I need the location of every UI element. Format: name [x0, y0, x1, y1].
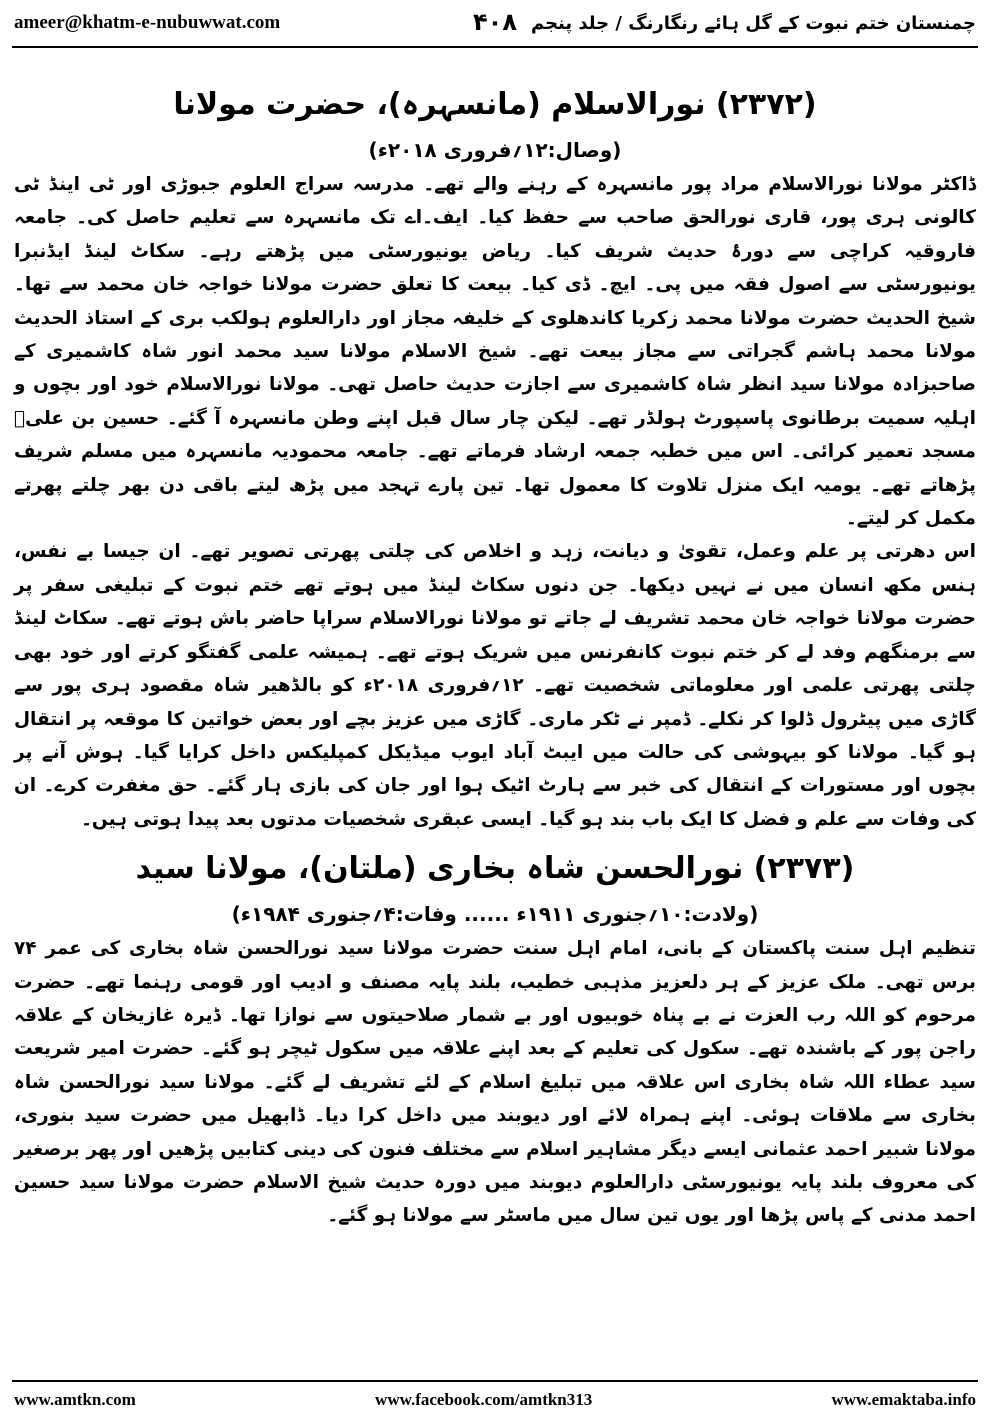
section-nur-ul-islam	[14, 76, 976, 836]
header-divider	[12, 46, 978, 48]
page-body	[14, 52, 976, 1374]
section-title: (۲۳۷۳) نورالحسن شاہ بخاری (ملتان)، مولانا سید	[135, 851, 855, 887]
section-subtitle: (ولادت:۱۰؍جنوری ۱۹۱۱ء ...... وفات:۴؍جنوری ۱۹۸۴ء)	[231, 902, 759, 927]
footer-divider	[12, 1380, 978, 1382]
book-title: چمنستان ختم نبوت کے گل ہائے رنگارنگ / جلد پنجم	[530, 12, 976, 34]
footer-link-emaktaba[interactable]: www.emaktaba.info	[831, 1390, 976, 1409]
paragraph: اس دھرتی پر علم وعمل، تقویٰ و دیانت، زہد و اخلاص کی چلتی پھرتی تصویر تھے۔ ان جیسا بے نفس، ہنس مکھ انسان میں نے نہیں دیکھا۔ جن دنوں سکاٹ لینڈ میں ہوتے تھے ختم نبوت کے تبلیغی سفر پر حضرت مولانا خواجہ خان محمد تشریف لے جاتے تو مولانا نورالاسلام سراپا حاضر باش ہوتے تھے۔ سکاٹ لینڈ سے برمنگھم وفد لے کر ختم نبوت کانفرنس میں شریک ہوتے تھے۔ ہمیشہ علمی گفتگو کرتے اور خود بھی چلتی پھرتی علمی اور معلوماتی شخصیت تھے۔ ۱۲؍فروری ۲۰۱۸ء کو بالڈھیر شاہ مقصود ہری پور سے گاڑی میں پیٹرول ڈلوا کر نکلے۔ ڈمپر نے ٹکر ماری۔ گاڑی میں عزیز بچے اور بعض خواتین کا موقعہ پر انتقال ہو گیا۔ مولانا کو بیہوشی کی حالت میں ایبٹ آباد ایوب میڈیکل کمپلیکس داخل کرایا گیا۔ ہوش آنے پر بچوں اور مستورات کے انتقال کی خبر سے ہارٹ اٹیک ہوا اور جان کی بازی ہار گئے۔ حق مغفرت کرے۔ ان کی وفات سے علم و فضل کا ایک باب بند ہو گیا۔ ایسی عبقری شخصیات مدتوں بعد پیدا ہوتی ہیں۔	[14, 541, 976, 830]
header-email: ameer@khatm-e-nubuwwat.com	[14, 12, 281, 33]
paragraph: ڈاکٹر مولانا نورالاسلام مراد پور مانسہرہ کے رہنے والے تھے۔ مدرسہ سراج العلوم جبوڑی اور ٹی اینڈ ٹی کالونی ہری پور، قاری نورالحق صاحب سے حفظ کیا۔ ایف۔اے تک مانسہرہ سے تعلیم حاصل کی۔ جامعہ فاروقیہ کراچی سے دورۂ حدیث شریف کیا۔ ریاض یونیورسٹی میں پڑھتے رہے۔ سکاٹ لینڈ ایڈنبرا یونیورسٹی سے اصول فقہ میں پی۔ ایچ۔ ڈی کیا۔ بیعت کا تعلق حضرت مولانا خواجہ خان محمد سے تھا۔ شیخ الحدیث حضرت مولانا محمد زکریا کاندھلوی کے خلیفہ مجاز اور دارالعلوم ہولکب بری کے استاذ الحدیث مولانا محمد ہاشم گجراتی سے مجاز بیعت تھے۔ شیخ الاسلام مولانا سید محمد انور شاہ کاشمیری کے صاحبزادہ مولانا سید انظر شاہ کاشمیری سے اجازت حدیث حاصل تھی۔ مولانا نورالاسلام خود اور بچوں و اہلیہ سمیت برطانوی پاسپورٹ ہولڈر تھے۔ لیکن چار سال قبل اپنے وطن مانسہرہ آ گئے۔ حسین بن علیؓ مسجد تعمیر کرائی۔ اس میں خطبہ جمعہ ارشاد فرماتے تھے۔ جامعہ محمودیہ مانسہرہ میں مسلم شریف پڑھاتے تھے۔ یومیہ ایک منزل تلاوت کا معمول تھا۔ تین پارے تہجد میں پڑھ لیتے باقی دن بھر چلتے پھرتے مکمل کر لیتے۔	[14, 174, 976, 530]
paragraph: تنظیم اہل سنت پاکستان کے بانی، امام اہل سنت حضرت مولانا سید نورالحسن شاہ بخاری کی عمر ۷۴ برس تھی۔ ملک عزیز کے ہر دلعزیز مذہبی خطیب، بلند پایہ مصنف و ادیب اور قومی رہنما تھے۔ حضرت مرحوم کو اللہ رب العزت نے بے پناہ خوبیوں اور بے شمار صلاحیتوں سے نوازا تھا۔ ڈیرہ غازیخان کے علاقہ راجن پور کے باشندہ تھے۔ سکول کی تعلیم کے بعد اپنے علاقہ میں سکول ٹیچر ہو گئے۔ حضرت امیر شریعت سید عطاء اللہ شاہ بخاری اس علاقہ میں تبلیغ اسلام کے لئے تشریف لے گئے۔ مولانا سید نورالحسن شاہ بخاری سے ملاقات ہوئی۔ اپنے ہمراہ لائے اور دیوبند میں داخل کرا دیا۔ ڈابھیل میں حضرت سید بنوری، مولانا شبیر احمد عثمانی ایسے دیگر مشاہیر اسلام سے مختلف فنون کی دینی کتابیں پڑھیں اور پھر برصغیر کی معروف بلند پایہ یونیورسٹی دارالعلوم دیوبند میں دورہ حدیث شیخ الاسلام حضرت مولانا سید حسین احمد مدنی کے پاس پڑھا اور یوں تین سال میں ماسٹر سے مولانا ہو گئے۔	[14, 938, 976, 1227]
page-header	[14, 6, 976, 40]
page-footer	[14, 1384, 976, 1416]
section-title: (۲۳۷۲) نورالاسلام (مانسہرہ)، حضرت مولانا	[173, 87, 817, 122]
section-nur-ul-hasan-shah-bukhari	[14, 840, 976, 1233]
footer-link-amtkn[interactable]: www.amtkn.com	[14, 1390, 136, 1409]
page-number: ۴۰۸	[473, 8, 517, 36]
footer-link-facebook[interactable]: www.facebook.com/amtkn313	[375, 1390, 593, 1409]
section-subtitle: (وصال:۱۲؍فروری ۲۰۱۸ء)	[368, 138, 622, 162]
